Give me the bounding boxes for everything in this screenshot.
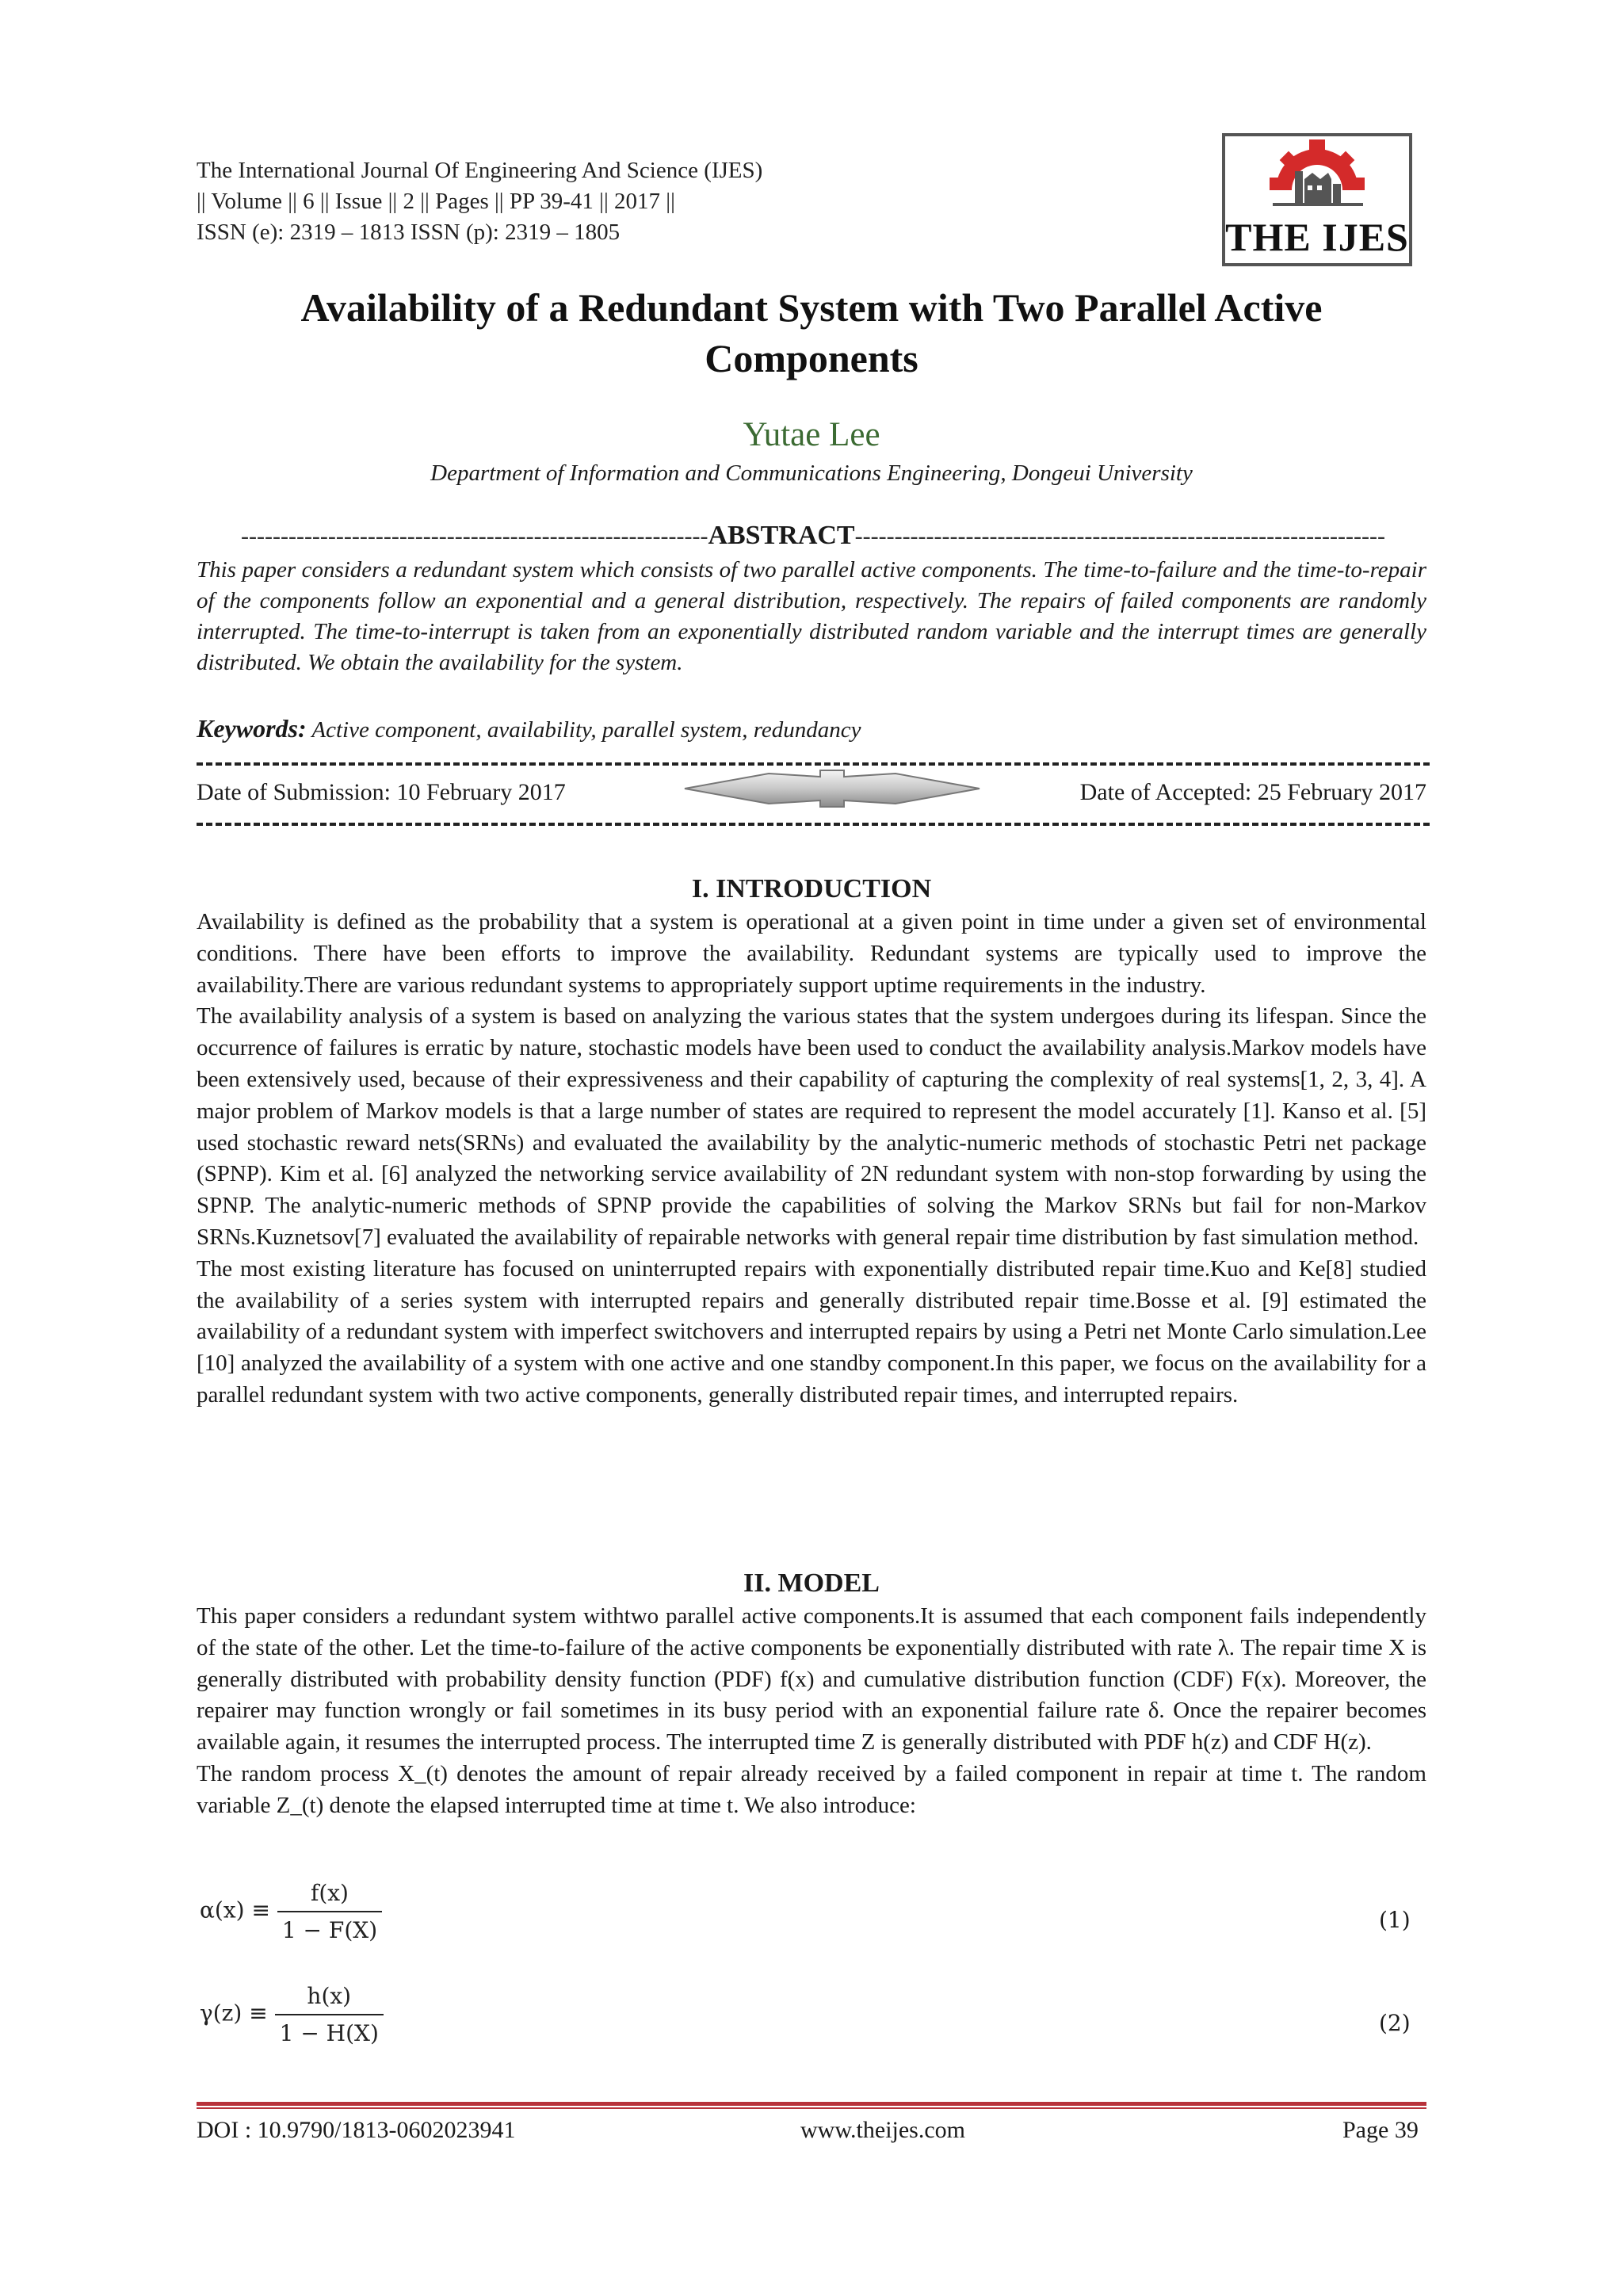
- submission-date: Date of Submission: 10 February 2017: [197, 779, 566, 805]
- paragraph: The random process X_(t) denotes the amount of repair already received by a failed component in repair at time t. The random variable Z_(t) denote the elapsed interrupted time at time t. We also introduce:: [197, 1760, 1426, 1818]
- paper-title: Availability of a Redundant System with Two Parallel Active Components: [300, 285, 1323, 380]
- fraction: [275, 1983, 384, 2046]
- footer-page-number: Page 39: [1342, 2117, 1419, 2143]
- equation-2: [200, 1983, 384, 2046]
- denominator: 1 − F(X): [281, 1917, 378, 1943]
- divider-rule: [197, 762, 1430, 766]
- denominator: 1 − H(X): [279, 2020, 379, 2046]
- equation-number: (1): [1379, 1907, 1411, 1933]
- dash-divider: -----------------------------------------------------------: [241, 523, 708, 549]
- accepted-date: Date of Accepted: 25 February 2017: [1079, 779, 1426, 805]
- journal-logo: [1222, 133, 1412, 266]
- paragraph: This paper considers a redundant system withtwo parallel active components.It is assumed that each component fails independently of the state of the other. Let the time-to-failure of the active components be exponentially distributed with rate λ. The repair time X is generally distributed with probability density function (PDF) f(x) and cumulative distribution function (CDF) F(x). Moreover, the repairer may function wrongly or fail sometimes in its busy period with an exponential failure rate δ. Once the repairer becomes available again, it resumes the interrupted process. The interrupted time Z is generally distributed with PDF h(z) and CDF H(z).: [197, 1603, 1426, 1755]
- journal-issn: ISSN (e): 2319 – 1813 ISSN (p): 2319 – 1805: [197, 220, 621, 245]
- double-arrow-icon: [682, 769, 983, 808]
- keywords: [197, 713, 1426, 746]
- footer-rule: [197, 2107, 1426, 2109]
- journal-header: [197, 155, 762, 248]
- footer-doi: DOI : 10.9790/1813-0602023941: [197, 2117, 516, 2143]
- author-name: Yutae Lee: [743, 416, 880, 453]
- introduction-body: [197, 907, 1426, 1412]
- equation-number: (2): [1379, 2010, 1411, 2036]
- dash-divider: -------------------------------------------------------------------: [854, 523, 1385, 549]
- journal-volume: || Volume || 6 || Issue || 2 || Pages || PP 39-41 || 2017 ||: [197, 189, 675, 214]
- paragraph: Availability is defined as the probability that a system is operational at a given point in time under a given set of environmental conditions. There have been efforts to improve the availability. Redundant systems are typically used to improve the availability.There are various redundant systems to appropriately support uptime requirements in the industry.: [197, 909, 1426, 998]
- numerator: f(x): [277, 1880, 382, 1912]
- section-heading-introduction: I. INTRODUCTION: [691, 874, 932, 904]
- paragraph: The most existing literature has focused on uninterrupted repairs with exponentially distributed repair time.Kuo and Ke[8] studied the availability of a series system with interrupted repairs and generally distributed repair time.Bosse et al. [9] estimated the availability of a redundant system with imperfect switchovers and interrupted repairs by using a Petri net Monte Carlo simulation.Lee [10] analyzed the availability of a system with one active and one standby component.In this paper, we focus on the availability for a parallel redundant system with two active components, generally distributed repair times, and interrupted repairs.: [197, 1255, 1426, 1408]
- fraction: [277, 1880, 382, 1943]
- equation-1: [200, 1880, 382, 1943]
- keywords-label: Keywords:: [197, 714, 307, 743]
- model-body: [197, 1601, 1426, 1822]
- logo-text: THE IJES: [1225, 215, 1409, 259]
- numerator: h(x): [275, 1983, 384, 2015]
- keywords-list: Active component, availability, parallel system, redundancy: [311, 717, 861, 743]
- abstract-heading: ABSTRACT: [708, 521, 855, 550]
- journal-name: The International Journal Of Engineering And Science (IJES): [197, 158, 763, 183]
- paragraph: The availability analysis of a system is based on analyzing the various states that the system undergoes during its lifespan. Since the occurrence of failures is erratic by nature, stochastic models have been used to conduct the availability analysis.Markov models have been extensively used, because of their expressiveness and their capability of capturing the complexity of real systems[1, 2, 3, 4]. A major problem of Markov models is that a large number of states are required to represent the model accurately [1]. Kanso et al. [5] used stochastic reward nets(SRNs) and evaluated the availability by the analytic-numeric methods of stochastic Petri net package (SPNP). Kim et al. [6] analyzed the networking service availability of 2N redundant system with non-stop forwarding by using the SPNP. The analytic-numeric methods of SPNP provide the capabilities of solving the Markov SRNs but fail for non-Markov SRNs.Kuznetsov[7] evaluated the availability of repairable networks with general repair time distribution by fast simulation method.: [197, 1003, 1426, 1250]
- footer-website[interactable]: www.theijes.com: [800, 2117, 966, 2143]
- abstract-text: This paper considers a redundant system which consists of two parallel active components. The time-to-failure and the time-to-repair of the components follow an exponential and a general distribution, respectively. The repairs of failed components are randomly interrupted. The time-to-interrupt is taken from an exponentially distributed random variable and the interrupt times are generally distributed. We obtain the availability for the system.: [197, 557, 1426, 675]
- gear-factory-logo-icon: [1225, 136, 1409, 223]
- equation-lhs: α(x) ≡: [200, 1897, 270, 1924]
- divider-rule: [197, 823, 1430, 826]
- author-affiliation: Department of Information and Communications Engineering, Dongeui University: [430, 460, 1193, 486]
- section-heading-model: II. MODEL: [743, 1568, 880, 1598]
- abstract-heading-line: [197, 521, 1430, 551]
- footer-rule: [197, 2102, 1426, 2106]
- equation-lhs: γ(z) ≡: [200, 2000, 268, 2027]
